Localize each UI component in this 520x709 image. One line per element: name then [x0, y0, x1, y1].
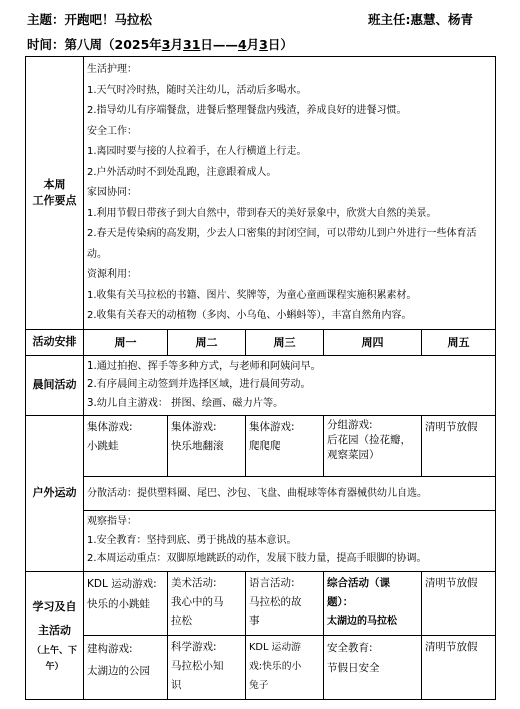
- start-month: 3: [161, 37, 171, 52]
- outdoor-group-activity: 分散活动：提供塑料圈、尾巴、沙包、飞盘、曲棍球等体育器械供幼儿自选。: [84, 477, 496, 511]
- activity-name: 太湖边的马拉松: [327, 615, 397, 627]
- focus-line: 2.春天是传染病的高发期，少去人口密集的封闭空间，可以带幼儿到户外进行一些体育活动。: [87, 228, 477, 260]
- outdoor-label: 户外运动: [26, 416, 84, 572]
- activity-name: 兔子: [249, 679, 269, 691]
- observe-line: 观察指导：: [87, 516, 137, 527]
- activity-type: 集体游戏:: [87, 421, 133, 433]
- study-tuesday: [168, 571, 246, 635]
- activity-name: 爬爬爬: [249, 440, 281, 452]
- outdoor-tuesday: [168, 416, 246, 477]
- focus-line: 安全工作：: [87, 125, 137, 137]
- outdoor-activity-row: [26, 416, 496, 477]
- study2-wednesday: [246, 635, 324, 699]
- study-label-line: 午）: [45, 662, 64, 672]
- activity-type: 语言活动:: [249, 576, 295, 589]
- study-label: [26, 571, 84, 699]
- activity-name: 识: [171, 678, 182, 691]
- observe-line: 2.本周运动重点：双脚原地跳跃的动作，发展下肢力量，提高手眼脚的协调。: [87, 553, 427, 564]
- activity-type: 科学游戏:: [171, 640, 217, 653]
- start-day: 31: [183, 37, 201, 52]
- study-label-line: 学习及自: [32, 600, 77, 613]
- activity-name: 后花园（捡花瓣，: [327, 434, 411, 446]
- morning-line: 3.幼儿自主游戏： 拼图、绘画、磁力片等。: [87, 397, 284, 409]
- day-friday: 周五: [422, 329, 496, 355]
- focus-label-line: 本周: [43, 177, 66, 191]
- focus-content: [84, 57, 496, 330]
- activity-name: 节假日安全: [327, 661, 380, 674]
- activity-name: 快乐地翻滚: [171, 440, 224, 452]
- class-teacher: 班主任:惠慧、杨青: [368, 12, 473, 27]
- schedule-label: 活动安排: [26, 329, 84, 355]
- morning-content: [84, 355, 496, 416]
- activity-type: KDL 运动游: [249, 641, 301, 653]
- end-month: 4: [237, 37, 247, 52]
- activity-type: 分组游戏:: [327, 419, 373, 431]
- activity-name: 小跳蛙: [87, 440, 119, 452]
- activity-type: KDL 运动游戏:: [87, 577, 157, 590]
- outdoor-wednesday: [246, 416, 324, 477]
- day-wednesday: 周三: [246, 329, 324, 355]
- study-thursday: [324, 571, 422, 635]
- focus-line: 家园协同：: [87, 187, 137, 198]
- activity-type: 综合活动（课: [327, 576, 390, 589]
- outdoor-monday: [84, 416, 168, 477]
- weekly-plan-table: [25, 56, 496, 700]
- study-friday: 清明节放假: [422, 571, 496, 635]
- study-wednesday: [246, 571, 324, 635]
- focus-line: 2.指导幼儿有序端餐盘，进餐后整理餐盘内残渣，养成良好的进餐习惯。: [87, 105, 407, 116]
- focus-line: 2.收集有关春天的动植物（多肉、小乌龟、小蝌蚪等），丰富自然角内容。: [87, 310, 412, 321]
- outdoor-group-row: [26, 477, 496, 511]
- morning-label: 晨间活动: [26, 355, 84, 416]
- focus-label-line: 工作要点: [32, 193, 77, 207]
- focus-line: 1.利用节假日带孩子到大自然中，带到春天的美好景象中，欣赏大自然的美景。: [87, 207, 437, 219]
- morning-line: 2.有序晨间主动签到并选择区域，进行晨间劳动。: [87, 379, 311, 390]
- focus-label: [26, 57, 84, 330]
- month-unit: 月: [246, 37, 260, 52]
- study2-thursday: [324, 635, 422, 699]
- date-prefix: 时间：第八周（2025年: [27, 37, 162, 52]
- study-monday: [84, 571, 168, 635]
- study-row-2: [26, 635, 496, 699]
- day-tuesday: 周二: [168, 329, 246, 355]
- activity-type: 建构游戏:: [87, 642, 133, 655]
- study-row-1: [26, 571, 496, 635]
- activity-name: 我心中的马: [171, 595, 224, 608]
- month-unit: 月: [170, 37, 184, 52]
- study2-friday: 清明节放假: [422, 635, 496, 699]
- study-label-line: 主活动: [38, 624, 71, 637]
- activity-name: 拉松: [171, 614, 192, 627]
- focus-line: 1.收集有关马拉松的书籍、图片、奖牌等，为童心童画课程实施积累素材。: [87, 289, 417, 301]
- activity-type: 美术活动:: [171, 576, 217, 589]
- activity-name: 事: [249, 614, 260, 627]
- day-monday: 周一: [84, 329, 168, 355]
- focus-line: 2.户外活动时不到处乱跑，注意跟着成人。: [87, 166, 277, 178]
- activity-type: 题）：: [327, 595, 354, 608]
- focus-line: 资源利用：: [87, 269, 137, 280]
- activity-type: 集体游戏:: [249, 421, 295, 433]
- outdoor-observe-row: [26, 511, 496, 572]
- activity-type: 集体游戏:: [171, 421, 217, 433]
- activity-name: 马拉松的故: [249, 595, 302, 608]
- focus-line: 1.离园时要与接的人拉着手，在人行横道上行走。: [87, 146, 307, 157]
- morning-line: 1.通过拍抱、挥手等多种方式，与老师和阿姨问早。: [87, 360, 321, 372]
- activity-name: 马拉松小知: [171, 659, 224, 672]
- day-unit: 日）: [267, 37, 293, 52]
- study2-monday: [84, 635, 168, 699]
- outdoor-friday: 清明节放假: [422, 416, 496, 477]
- end-day: 3: [259, 37, 268, 52]
- activity-type: 安全教育:: [327, 641, 373, 654]
- activity-name: 观察菜园）: [327, 449, 380, 461]
- day-thursday: 周四: [324, 329, 422, 355]
- study2-tuesday: [168, 635, 246, 699]
- day-header-row: [26, 329, 496, 355]
- activity-name: 快乐的小跳蛙: [87, 597, 150, 610]
- outdoor-thursday: [324, 416, 422, 477]
- page-theme: 主题：开跑吧！马拉松: [27, 12, 153, 27]
- date-range: [27, 35, 293, 53]
- observe-line: 1.安全教育：坚持到底、勇于挑战的基本意识。: [87, 534, 297, 546]
- day-unit: 日——: [200, 37, 238, 52]
- study-label-line: （上午、下: [31, 646, 77, 656]
- morning-row: [26, 355, 496, 416]
- activity-name: 太湖边的公园: [87, 664, 150, 677]
- focus-line: 生活护理：: [87, 64, 137, 75]
- activity-name: 戏:快乐的小: [249, 660, 302, 672]
- focus-line: 1.天气时冷时热，随时关注幼儿，活动后多喝水。: [87, 84, 307, 96]
- focus-row: [26, 57, 496, 330]
- outdoor-observation: [84, 511, 496, 572]
